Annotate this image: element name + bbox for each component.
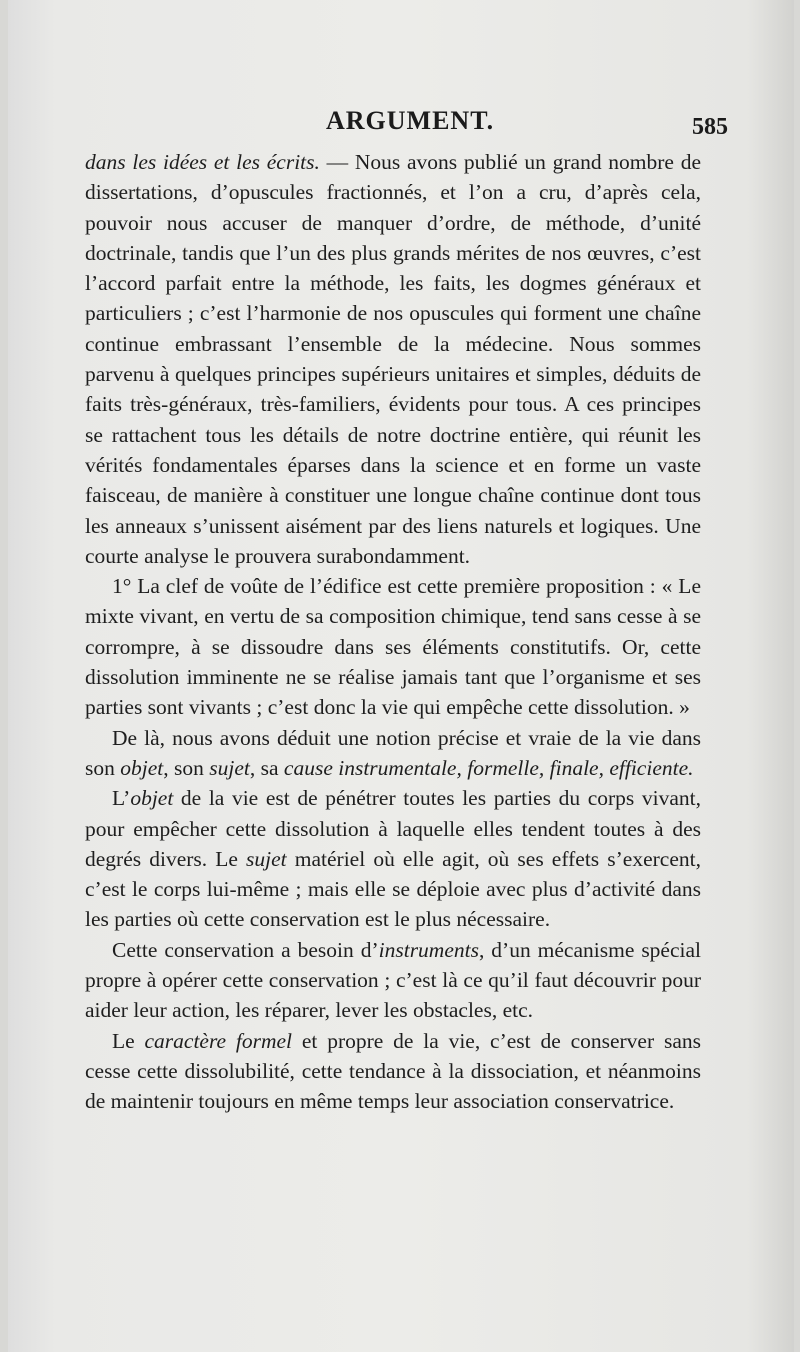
page-number: 585 <box>692 114 728 140</box>
running-head: ARGUMENT. <box>326 106 495 135</box>
book-page <box>8 0 794 1352</box>
paragraph-2: 1° La clef de voûte de l’édifice est cette première proposition : « Le mixte vivant, en vertu de sa composition chimique, tend sans cesse à se corrompre, à se dissoudre dans ses éléments constitutifs. Or, cette dissolution imminente ne se réalise jamais tant que l’organisme et ses parties sont vivants ; c’est donc la vie qui empêche cette dissolution. » <box>85 574 701 720</box>
paragraph-4: L’objet de la vie est de pénétrer toutes les parties du corps vivant, pour empêcher cette dissolution à laquelle elles tendent toutes à des degrés divers. Le sujet matériel où elle agit, où ses effets s’exercent, c’est le corps lui-même ; mais elle se déploie avec plus d’activité dans les parties où cette conservation est le plus nécessaire. <box>85 786 701 932</box>
body-text <box>85 147 701 1117</box>
paragraph-1: dans les idées et les écrits. — Nous avons publié un grand nombre de dissertations, d’opuscules fractionnés, et l’on a cru, d’après cela, pouvoir nous accuser de manquer d’ordre, de méthode, d’unité doctrinale, tandis que l’un des plus grands mérites de nos œuvres, c’est l’accord parfait entre la méthode, les faits, les dogmes généraux et particuliers ; c’est l’harmonie de nos opuscules qui forment une chaîne continue embrassant l’ensemble de la médecine. Nous sommes parvenu à quelques principes supérieurs unitaires et simples, déduits de faits très-généraux, très-familiers, évidents pour tous. A ces principes se rattachent tous les détails de notre doctrine entière, qui réunit les vérités fondamentales éparses dans la science et en forme un vaste faisceau, de manière à constituer une longue chaîne continue dont tous les anneaux s’unissent aisément par des liens naturels et logiques. Une courte analyse le prouvera surabondamment. <box>85 150 702 568</box>
paragraph-5: Cette conservation a besoin d’instruments, d’un mécanisme spécial propre à opérer cette conservation ; c’est là ce qu’il faut découvrir pour aider leur action, les réparer, lever les obstacles, etc. <box>85 937 702 1023</box>
italic-phrase: dans les idées et les écrits. <box>85 150 320 174</box>
paragraph-3: De là, nous avons déduit une notion précise et vraie de la vie dans son objet, son sujet, sa cause instrumentale, formelle, finale, efficiente. <box>85 725 701 780</box>
page-header <box>78 106 728 142</box>
paragraph-6: Le caractère formel et propre de la vie, c’est de conserver sans cesse cette dissolubilité, cette tendance à la dissociation, et néanmoins de maintenir toujours en même temps leur association conservatrice. <box>85 1028 701 1114</box>
